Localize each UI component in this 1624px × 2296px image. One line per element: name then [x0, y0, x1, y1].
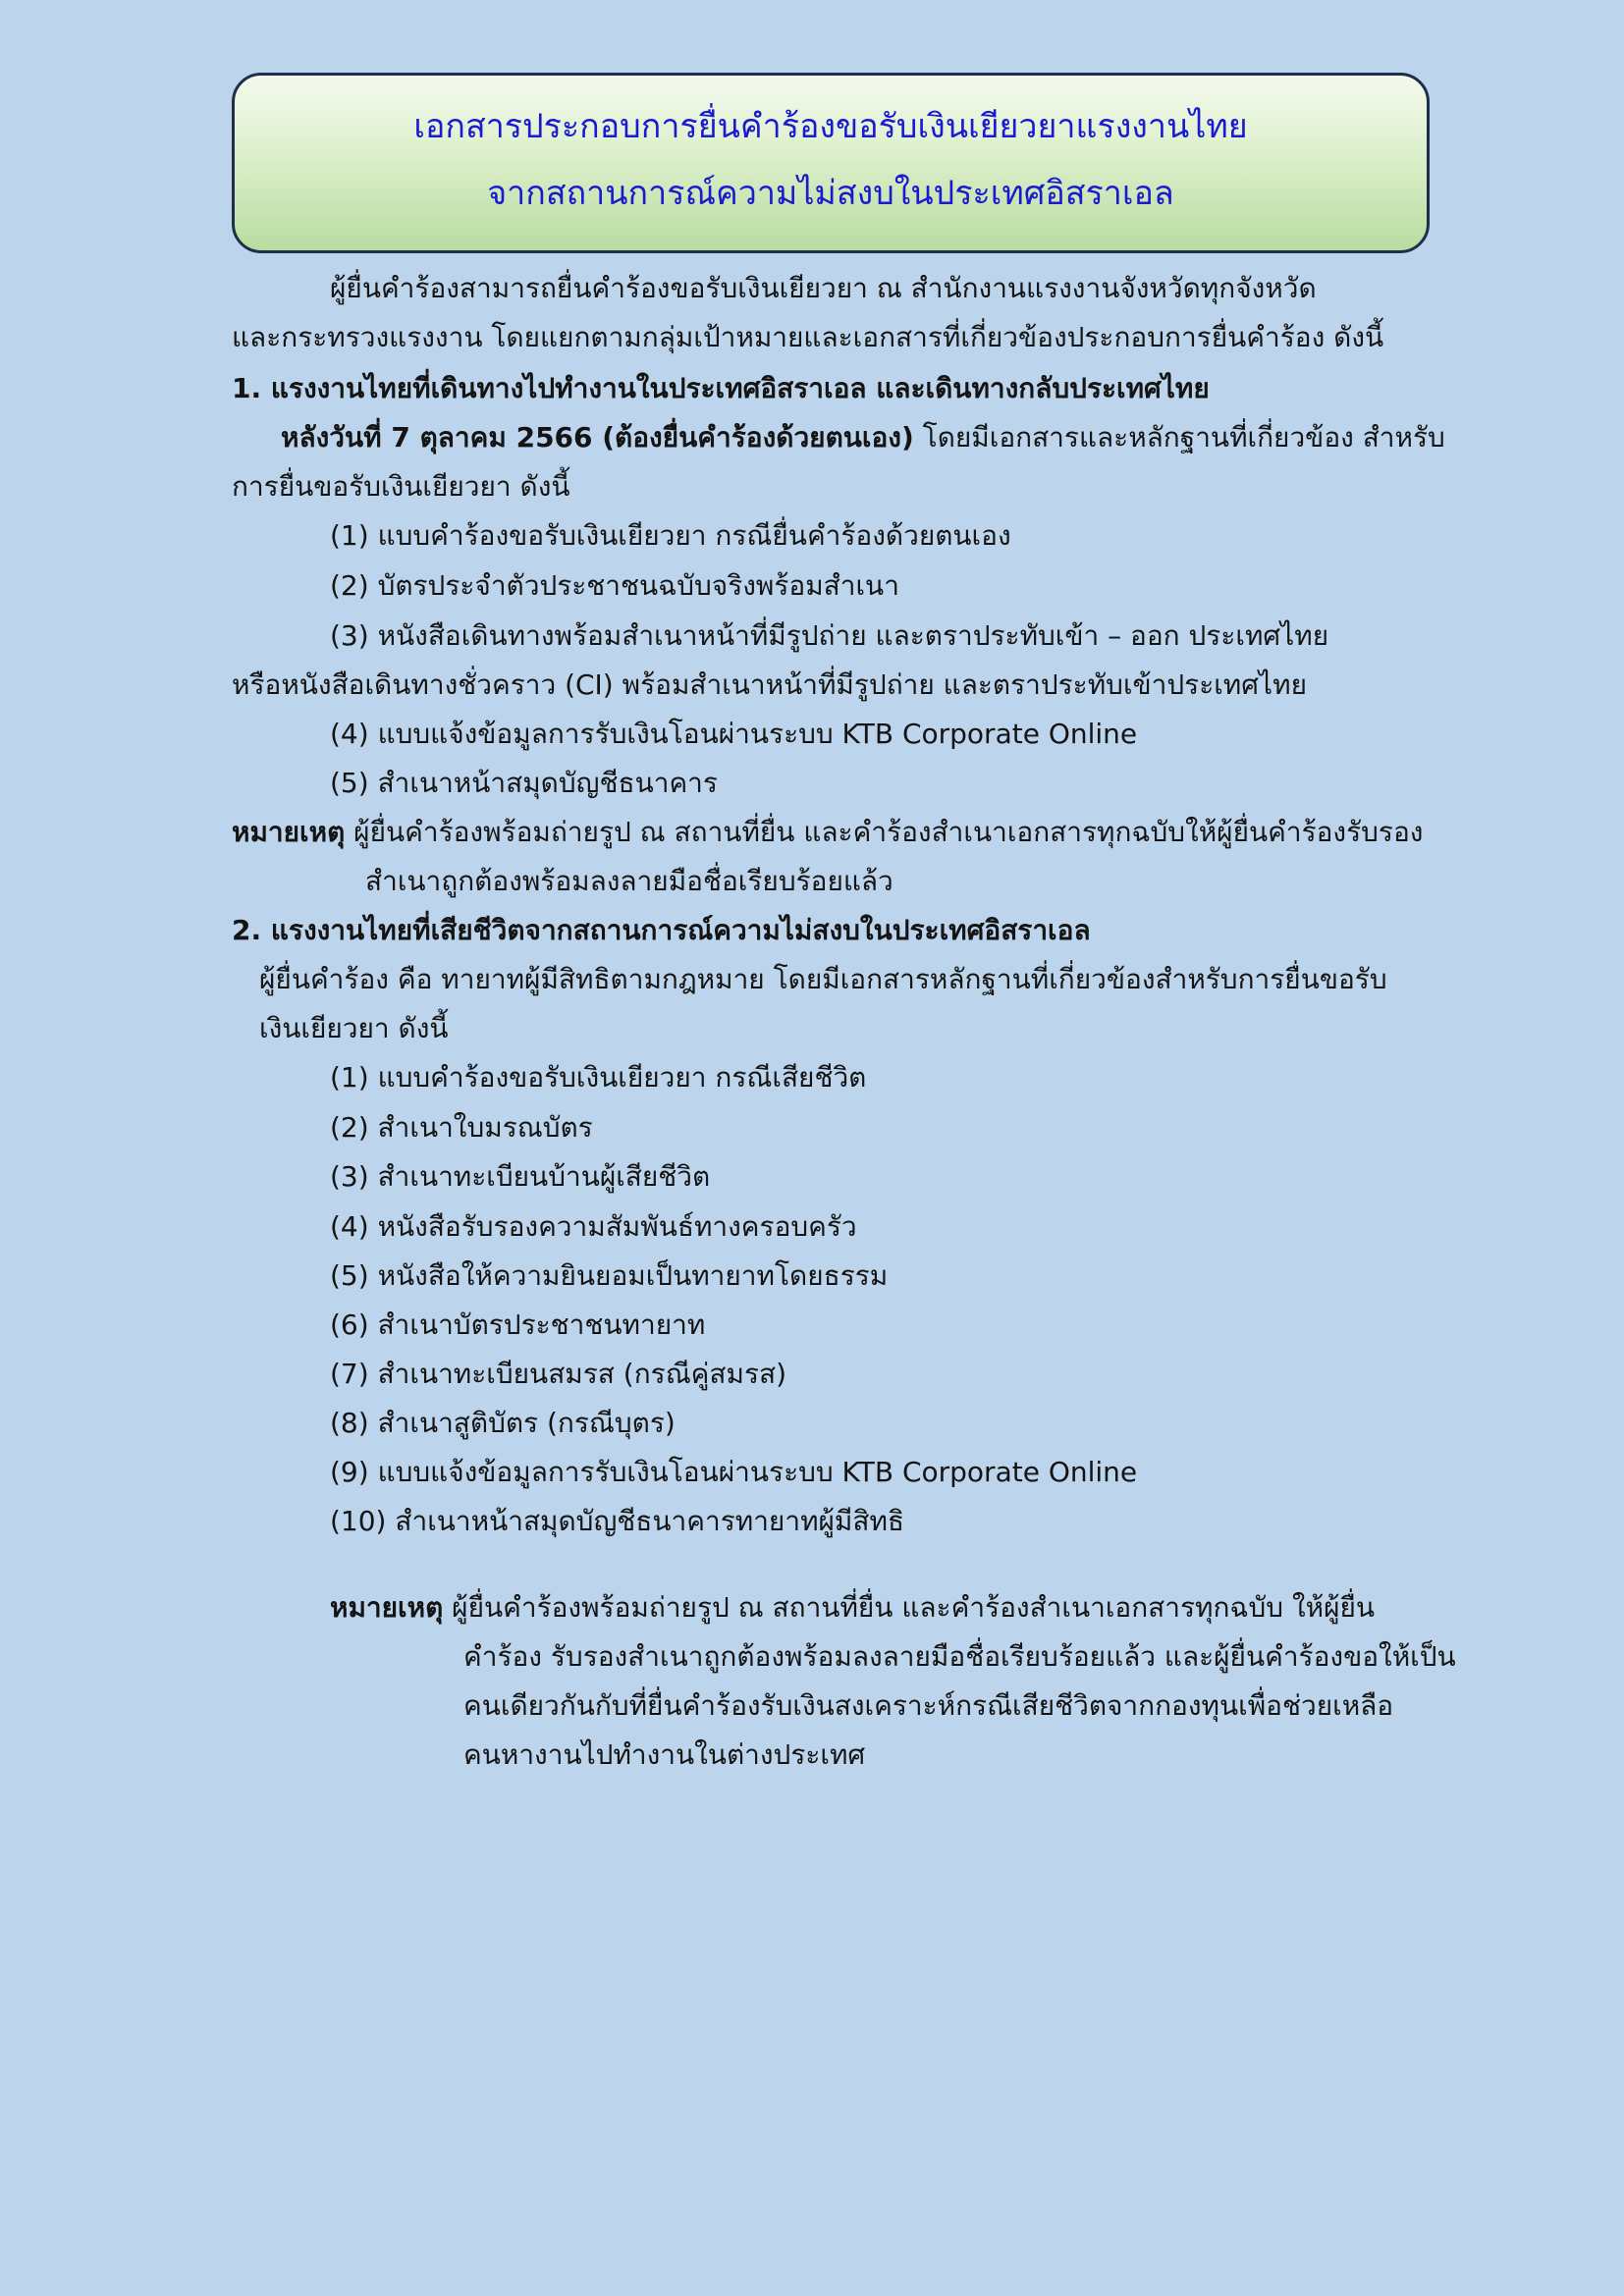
section1-item-2: (2) บัตรประจำตัวประชาชนฉบับจริงพร้อมสำเนา	[330, 569, 899, 602]
section1-subheading	[281, 418, 1445, 457]
section2-note-line-3: คนเดียวกันกับที่ยื่นคำร้องรับเงินสงเคราะห์กรณีเสียชีวิตจากกองทุนเพื่อช่วยเหลือ	[463, 1689, 1394, 1722]
section1-subheading-line-2: การยื่นขอรับเงินเยียวยา ดังนี้	[232, 470, 570, 503]
section2-note	[330, 1588, 1375, 1628]
section2-note-text: ผู้ยื่นคำร้องพร้อมถ่ายรูป ณ สถานที่ยื่น และคำร้องสำเนาเอกสารทุกฉบับ ให้ผู้ยื่น	[443, 1591, 1376, 1624]
section1-note-line-2: สำเนาถูกต้องพร้อมลงลายมือชื่อเรียบร้อยแล้ว	[365, 865, 893, 897]
section1-note-label: หมายเหตุ	[232, 816, 346, 848]
section1-note	[232, 813, 1423, 852]
section2-item-9: (9) แบบแจ้งข้อมูลการรับเงินโอนผ่านระบบ KTB Corporate Online	[330, 1456, 1138, 1488]
section1-item-3: (3) หนังสือเดินทางพร้อมสำเนาหน้าที่มีรูปถ่าย และตราประทับเข้า – ออก ประเทศไทย	[330, 619, 1329, 652]
section2-desc-line-2: เงินเยียวยา ดังนี้	[259, 1012, 449, 1044]
section2-item-3: (3) สำเนาทะเบียนบ้านผู้เสียชีวิต	[330, 1160, 711, 1193]
section1-item-5: (5) สำเนาหน้าสมุดบัญชีธนาคาร	[330, 767, 718, 799]
section2-item-7: (7) สำเนาทะเบียนสมรส (กรณีคู่สมรส)	[330, 1358, 786, 1390]
section2-item-2: (2) สำเนาใบมรณบัตร	[330, 1111, 593, 1144]
section2-item-1: (1) แบบคำร้องขอรับเงินเยียวยา กรณีเสียชีวิต	[330, 1061, 867, 1094]
title-line-1: เอกสารประกอบการยื่นคำร้องขอรับเงินเยียวยาแรงงานไทย	[413, 107, 1248, 146]
section1-item-3-continued: หรือหนังสือเดินทางชั่วคราว (CI) พร้อมสำเนาหน้าที่มีรูปถ่าย และตราประทับเข้าประเทศไทย	[232, 668, 1307, 701]
section2-item-8: (8) สำเนาสูติบัตร (กรณีบุตร)	[330, 1407, 676, 1439]
section2-item-4: (4) หนังสือรับรองความสัมพันธ์ทางครอบครัว	[330, 1210, 857, 1243]
section2-note-label: หมายเหตุ	[330, 1591, 444, 1624]
intro-line-2: และกระทรวงแรงงาน โดยแยกตามกลุ่มเป้าหมายและเอกสารที่เกี่ยวข้องประกอบการยื่นคำร้อง ดังนี้	[232, 321, 1384, 353]
section1-note-text: ผู้ยื่นคำร้องพร้อมถ่ายรูป ณ สถานที่ยื่น และคำร้องสำเนาเอกสารทุกฉบับให้ผู้ยื่นคำร้องรับรอง	[345, 816, 1424, 848]
section2-item-10: (10) สำเนาหน้าสมุดบัญชีธนาคารทายาทผู้มีสิทธิ	[330, 1505, 905, 1537]
title-line-2: จากสถานการณ์ความไม่สงบในประเทศอิสราเอล	[487, 174, 1174, 213]
section2-note-line-4: คนหางานไปทำงานในต่างประเทศ	[463, 1738, 866, 1771]
section2-item-5: (5) หนังสือให้ความยินยอมเป็นทายาทโดยธรรม	[330, 1259, 889, 1292]
intro-line-1: ผู้ยื่นคำร้องสามารถยื่นคำร้องขอรับเงินเยียวยา ณ สำนักงานแรงงานจังหวัดทุกจังหวัด	[330, 272, 1317, 304]
section2-item-6: (6) สำเนาบัตรประชาชนทายาท	[330, 1308, 706, 1341]
section2-heading: 2. แรงงานไทยที่เสียชีวิตจากสถานการณ์ความไม่สงบในประเทศอิสราเอล	[232, 914, 1091, 946]
title-banner	[232, 73, 1430, 253]
section2-desc-line-1: ผู้ยื่นคำร้อง คือ ทายาทผู้มีสิทธิตามกฎหมาย โดยมีเอกสารหลักฐานที่เกี่ยวข้องสำหรับการยื่นขอรับ	[259, 963, 1387, 995]
section2-note-line-2: คำร้อง รับรองสำเนาถูกต้องพร้อมลงลายมือชื่อเรียบร้อยแล้ว และผู้ยื่นคำร้องขอให้เป็น	[463, 1640, 1456, 1673]
section1-item-4: (4) แบบแจ้งข้อมูลการรับเงินโอนผ่านระบบ KTB Corporate Online	[330, 718, 1138, 750]
section1-item-1: (1) แบบคำร้องขอรับเงินเยียวยา กรณียื่นคำร้องด้วยตนเอง	[330, 519, 1011, 552]
section1-date-condition: หลังวันที่ 7 ตุลาคม 2566 (ต้องยื่นคำร้องด้วยตนเอง)	[281, 421, 914, 454]
section1-heading: 1. แรงงานไทยที่เดินทางไปทำงานในประเทศอิสราเอล และเดินทางกลับประเทศไทย	[232, 372, 1210, 404]
section1-subheading-rest: โดยมีเอกสารและหลักฐานที่เกี่ยวข้อง สำหรับ	[913, 421, 1445, 454]
